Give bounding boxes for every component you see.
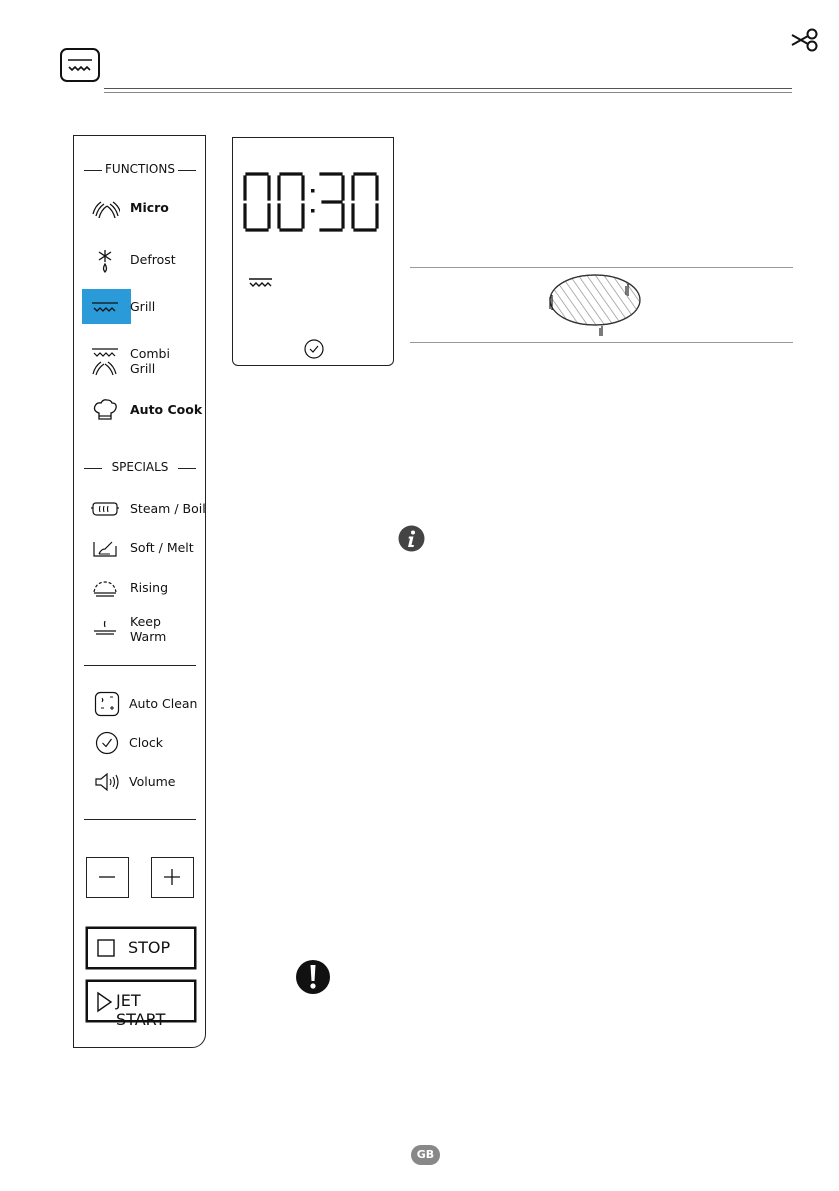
grill-button[interactable] (82, 290, 202, 324)
volume-button[interactable] (82, 765, 202, 799)
jet-start-button[interactable] (86, 980, 196, 1029)
defrost-icon (90, 246, 120, 274)
steam-boil-label: Steam / Boil (130, 501, 206, 516)
steam-boil-button[interactable] (82, 492, 206, 526)
soft-melt-label: Soft / Melt (130, 540, 194, 555)
grill-icon (60, 48, 100, 82)
stop-label: STOP (128, 938, 171, 957)
grill-icon (90, 295, 120, 319)
grill-mode-indicator-icon (248, 277, 274, 289)
keep-warm-label: Keep Warm (130, 614, 167, 644)
country-badge: GB (411, 1145, 440, 1165)
rising-button[interactable] (82, 571, 202, 605)
lcd-display (232, 137, 394, 366)
header-rule-thin (104, 92, 792, 93)
combi-grill-button[interactable] (82, 344, 202, 378)
functions-heading: FUNCTIONS (84, 162, 196, 176)
warning-icon (295, 959, 331, 995)
figure-rule-bottom (410, 342, 793, 343)
minus-button[interactable] (86, 857, 129, 898)
minus-icon (87, 858, 127, 896)
header-rule (104, 88, 792, 89)
grill-rack-plate-image (540, 270, 650, 342)
combi-grill-icon (90, 345, 120, 377)
specials-heading: SPECIALS (84, 460, 196, 474)
auto-cook-button[interactable] (82, 393, 202, 427)
rising-label: Rising (130, 580, 169, 595)
defrost-button[interactable] (82, 243, 202, 277)
keep-warm-icon (90, 616, 120, 640)
steam-icon (90, 497, 120, 521)
clock-icon (94, 730, 120, 756)
info-icon (398, 525, 425, 552)
clock-indicator-icon (303, 338, 325, 360)
auto-cook-label: Auto Cook (130, 402, 203, 417)
micro-label: Micro (130, 200, 169, 215)
panel-divider (84, 665, 196, 666)
chef-hat-icon (90, 396, 120, 424)
scissors-icon (790, 28, 820, 52)
volume-label: Volume (129, 774, 176, 789)
panel-divider (84, 819, 196, 820)
stop-square-icon (97, 939, 117, 959)
rising-icon (90, 576, 120, 600)
micro-icon (90, 196, 120, 220)
figure-rule-top (410, 267, 793, 268)
play-icon (96, 991, 114, 1013)
auto-clean-label: Auto Clean (129, 696, 198, 711)
time-readout (242, 171, 382, 233)
auto-clean-button[interactable] (82, 687, 202, 721)
stop-button[interactable] (86, 927, 196, 969)
defrost-label: Defrost (130, 252, 176, 267)
clock-button[interactable] (82, 726, 202, 760)
micro-button[interactable] (82, 191, 202, 225)
auto-clean-icon (94, 691, 120, 717)
grill-label: Grill (130, 299, 156, 314)
plus-button[interactable] (151, 857, 194, 898)
keep-warm-button[interactable] (82, 612, 202, 646)
volume-icon (93, 770, 121, 794)
combi-grill-label: Combi Grill (130, 346, 170, 376)
plus-icon (152, 858, 192, 896)
soft-melt-button[interactable] (82, 531, 202, 565)
jet-start-label: JET START (116, 991, 166, 1029)
soft-melt-icon (90, 536, 120, 560)
clock-label: Clock (129, 735, 163, 750)
